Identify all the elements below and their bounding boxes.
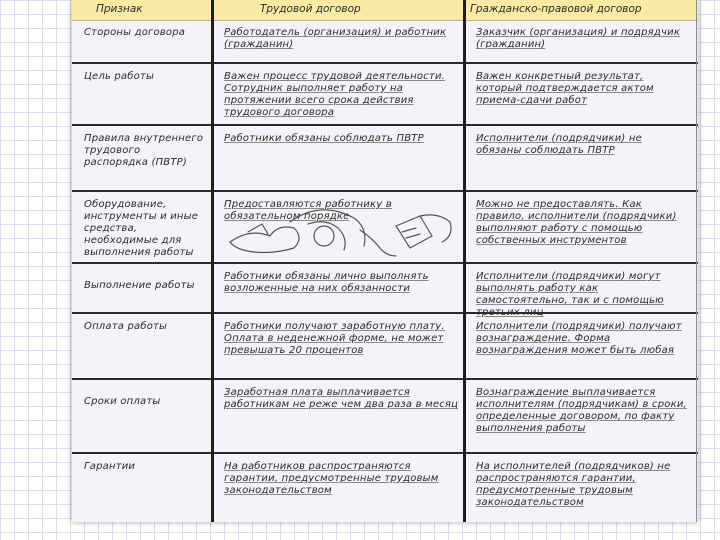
- header-labor-contract: Трудовой договор: [260, 3, 361, 15]
- row-feature: Стороны договора: [84, 27, 186, 38]
- column-divider: [463, 0, 466, 522]
- row-feature: Оплата работы: [84, 321, 168, 332]
- row-civil: Можно не предоставлять. Как правило, исполнители (подрядчики) выполняют работу с помощью собственных инструментов: [476, 199, 677, 246]
- row-labor: Работники обязаны лично выполнять возложенные на них обязанности: [224, 271, 429, 294]
- table-row: [72, 314, 698, 380]
- header-civil-contract: Гражданско-правовой договор: [470, 3, 642, 15]
- row-feature: Сроки оплаты: [84, 396, 161, 407]
- table-row: [72, 192, 698, 264]
- table-header: [72, 0, 698, 21]
- table-row: [72, 64, 698, 126]
- row-labor: Важен процесс трудовой деятельности. Сотрудник выполняет работу на протяжении всего срока действия трудового договора: [224, 71, 446, 118]
- row-labor: Работники получают заработную плату. Оплата в неденежной форме, не может превышать 20 процентов: [224, 321, 445, 356]
- row-feature: Гарантии: [84, 461, 136, 472]
- header-feature: Признак: [96, 3, 143, 15]
- row-civil: Исполнители (подрядчики) не обязаны соблюдать ПВТР: [476, 133, 642, 156]
- row-labor: Работодатель (организация) и работник (гражданин): [224, 27, 447, 50]
- row-civil: Исполнители (подрядчики) получают вознаграждение. Форма вознаграждения может быть любая: [476, 321, 682, 356]
- row-labor: Предоставляются работнику в обязательном порядке: [224, 199, 392, 222]
- row-labor: Заработная плата выплачивается работникам не реже чем два раза в месяц: [224, 387, 459, 410]
- table-row: [72, 380, 698, 454]
- column-divider: [211, 0, 214, 522]
- row-feature: Выполнение работы: [84, 280, 195, 291]
- row-feature: Оборудование, инструменты и иные средства, необходимые для выполнения работы: [84, 199, 199, 258]
- table-row: [72, 454, 698, 522]
- people-drawing-icon: [220, 202, 470, 262]
- table-row: [72, 20, 698, 64]
- comparison-table-sheet: [72, 0, 698, 522]
- table-row: [72, 126, 698, 192]
- row-civil: Заказчик (организация) и подрядчик (гражданин): [476, 27, 681, 50]
- row-labor: Работники обязаны соблюдать ПВТР: [224, 133, 424, 144]
- row-civil: Вознаграждение выплачивается исполнителям (подрядчикам) в сроки, определенные договором, по факту выполнения работы: [476, 387, 687, 434]
- row-labor: На работников распространяются гарантии, предусмотренные трудовым законодательством: [224, 461, 439, 496]
- row-feature: Цель работы: [84, 71, 155, 82]
- table-right-border: [696, 0, 697, 522]
- row-feature: Правила внутреннего трудового распорядка (ПВТР): [84, 133, 204, 168]
- row-civil: Исполнители (подрядчики) могут выполнять работу как самостоятельно, так и с помощью: [476, 271, 664, 306]
- table-row: [72, 264, 698, 314]
- row-civil: На исполнителей (подрядчиков) не распространяются гарантии, предусмотренные трудовым законодательством: [476, 461, 671, 508]
- row-civil: Важен конкретный результат, который подтверждается актом приема-сдачи работ: [476, 71, 654, 106]
